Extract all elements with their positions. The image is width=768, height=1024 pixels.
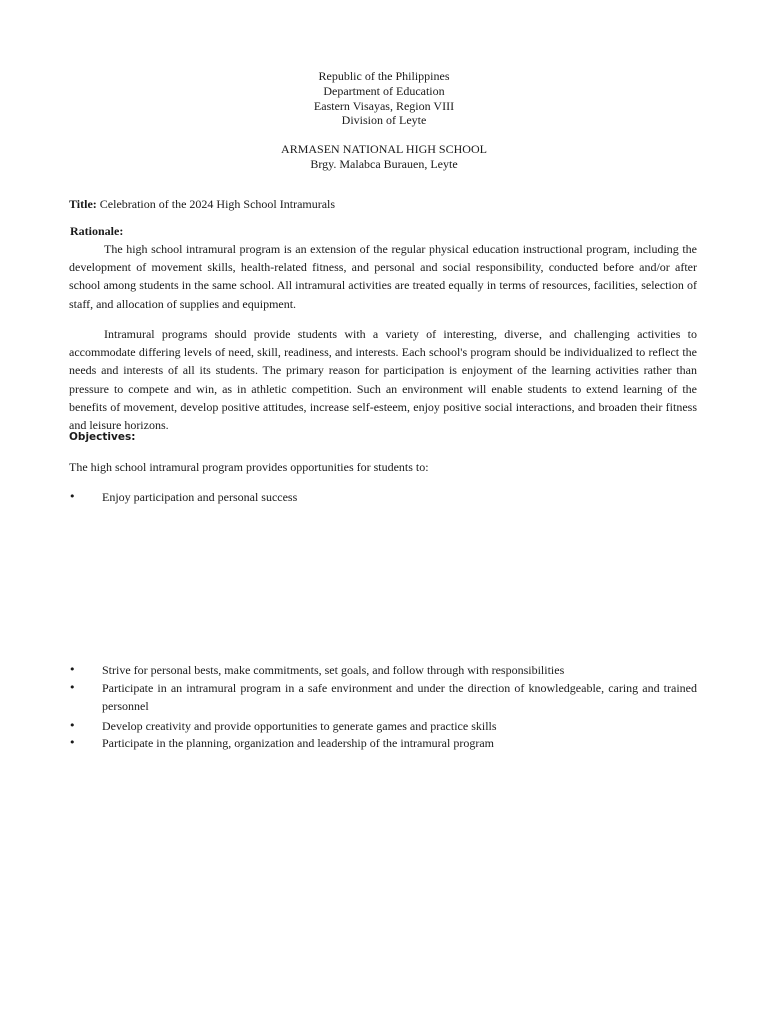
header-division: Division of Leyte xyxy=(341,113,427,128)
list-item-text: Enjoy participation and personal success xyxy=(102,490,298,504)
list-item-text: Participate in the planning, organization and leadership of the intramural program xyxy=(102,736,494,750)
bullet-icon: • xyxy=(69,719,76,732)
school-name: ARMASEN NATIONAL HIGH SCHOOL xyxy=(281,142,487,157)
header-republic: Republic of the Philippines xyxy=(318,69,450,83)
objectives-heading: Objectives: xyxy=(69,431,136,443)
bullet-icon: • xyxy=(69,490,76,503)
header-department: Department of Education xyxy=(323,83,445,98)
list-item xyxy=(69,717,697,735)
list-item xyxy=(69,488,697,506)
list-item xyxy=(69,661,697,679)
list-item-text: Strive for personal bests, make commitments, set goals, and follow through with responsibilities xyxy=(102,663,565,677)
school-block xyxy=(0,142,768,172)
rationale-heading: Rationale: xyxy=(70,224,124,238)
school-address: Brgy. Malabca Burauen, Leyte xyxy=(310,156,458,171)
document-title xyxy=(69,197,335,212)
bullet-icon: • xyxy=(69,663,76,676)
title-text: Celebration of the 2024 High School Intramurals xyxy=(96,197,336,211)
objectives-intro: The high school intramural program provides opportunities for students to: xyxy=(69,460,429,474)
rationale-paragraph-2: Intramural programs should provide students with a variety of interesting, diverse, and challenging activities to accommodate differing levels of need, skill, readiness, and interests. Each school's program should be individualized to reflect the needs and interests of all its students. The primary reason for participation is enjoyment of the learning activities rather than pressure to compete and win, as in athletic competition. Such an environment will enable students to extend learning of the benefits of movement, develop positive attitudes, increase self-esteem, enjoy positive social interactions, and broaden their fitness and leisure horizons. xyxy=(69,327,697,433)
header-region: Eastern Visayas, Region VIII xyxy=(313,98,455,113)
rationale-paragraph-1: The high school intramural program is an extension of the regular physical education instructional program, including the development of movement skills, health-related fitness, and personal and social responsibility, conducted before and/or after school among students in the same school. All intramural activities are treated equally in terms of resources, facilities, selection of staff, and allocation of supplies and equipment. xyxy=(69,242,697,311)
list-item xyxy=(69,734,697,752)
list-item-text: Develop creativity and provide opportunities to generate games and practice skills xyxy=(102,719,497,733)
bullet-icon: • xyxy=(69,681,76,694)
bullet-icon: • xyxy=(69,736,76,749)
title-label: Title: xyxy=(69,197,97,211)
list-item-text: Participate in an intramural program in a safe environment and under the direction of knowledgeable, caring and trained personnel xyxy=(102,681,697,714)
letterhead xyxy=(0,69,768,172)
list-item xyxy=(69,679,697,715)
